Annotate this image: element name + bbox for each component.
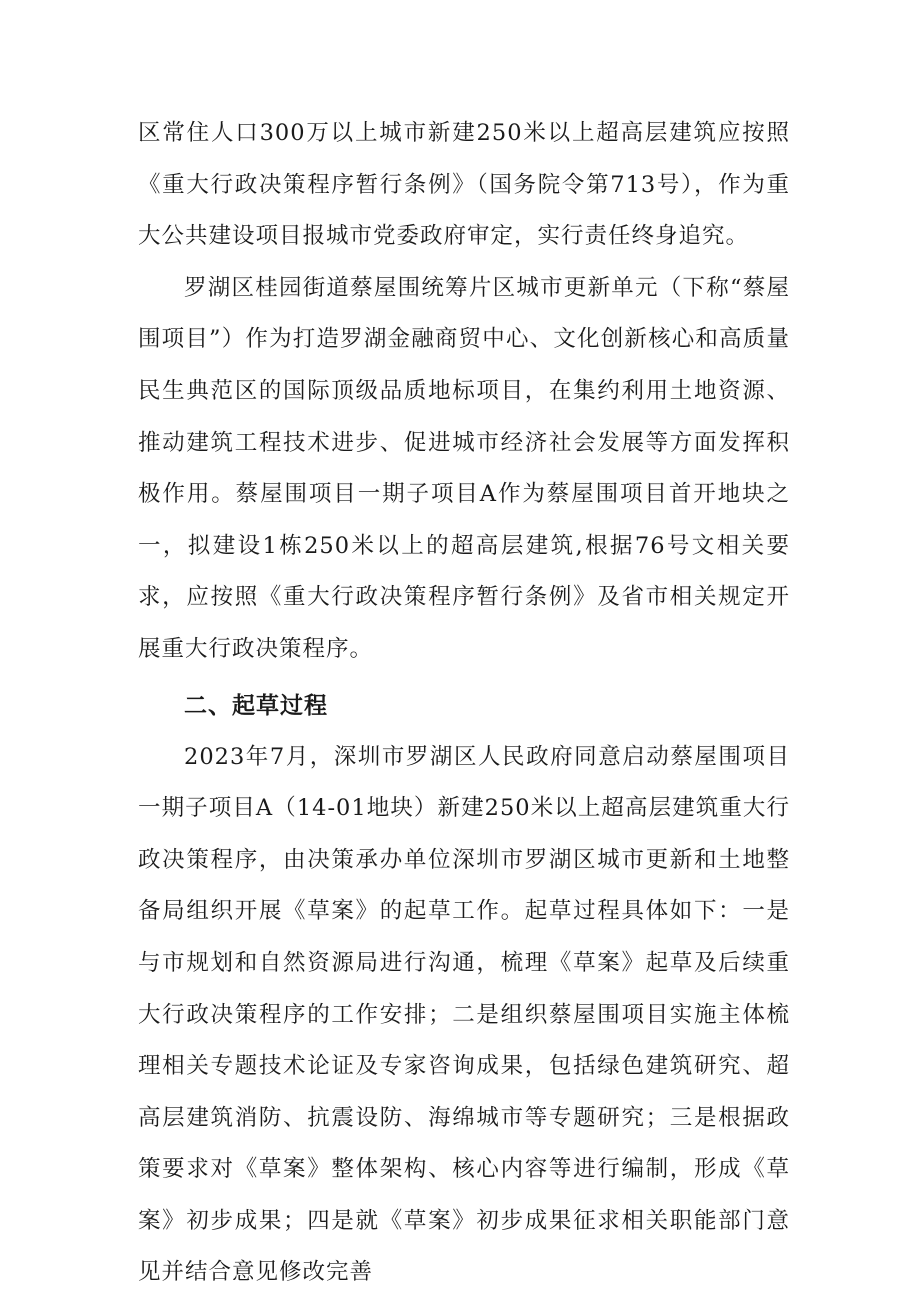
paragraph-continued: 区常住人口300万以上城市新建250米以上超高层建筑应按照《重大行政决策程序暂行条例》（国务院令第713号），作为重大公共建设项目报城市党委政府审定，实行责任终身追究。 xyxy=(138,120,790,250)
section-heading-drafting-process: 二、起草过程 xyxy=(184,692,328,719)
document-body xyxy=(138,108,790,1299)
paragraph-drafting-process: 2023年7月，深圳市罗湖区人民政府同意启动蔡屋围项目一期子项目A（14-01地块）新建250米以上超高层建筑重大行政决策程序，由决策承办单位深圳市罗湖区城市更新和土地整备局组织开展《草案》的起草工作。起草过程具体如下：一是与市规划和自然资源局进行沟通，梳理《草案》起草及后续重大行政决策程序的工作安排；二是组织蔡屋围项目实施主体梳理相关专题技术论证及专家咨询成果，包括绿色建筑研究、超高层建筑消防、抗震设防、海绵城市等专题研究；三是根据政策要求对《草案》整体架构、核心内容等进行编制，形成《草案》初步成果；四是就《草案》初步成果征求相关职能部门意见并结合意见修改完善 xyxy=(138,743,790,1286)
paragraph-project-background: 罗湖区桂园街道蔡屋围统筹片区城市更新单元（下称“蔡屋围项目”）作为打造罗湖金融商贸中心、文化创新核心和高质量民生典范区的国际顶级品质地标项目，在集约利用土地资源、推动建筑工程技术进步、促进城市经济社会发展等方面发挥积极作用。蔡屋围项目一期子项目A作为蔡屋围项目首开地块之一，拟建设1栋250米以上的超高层建筑,根据76号文相关要求，应按照《重大行政决策程序暂行条例》及省市相关规定开展重大行政决策程序。 xyxy=(138,274,790,662)
